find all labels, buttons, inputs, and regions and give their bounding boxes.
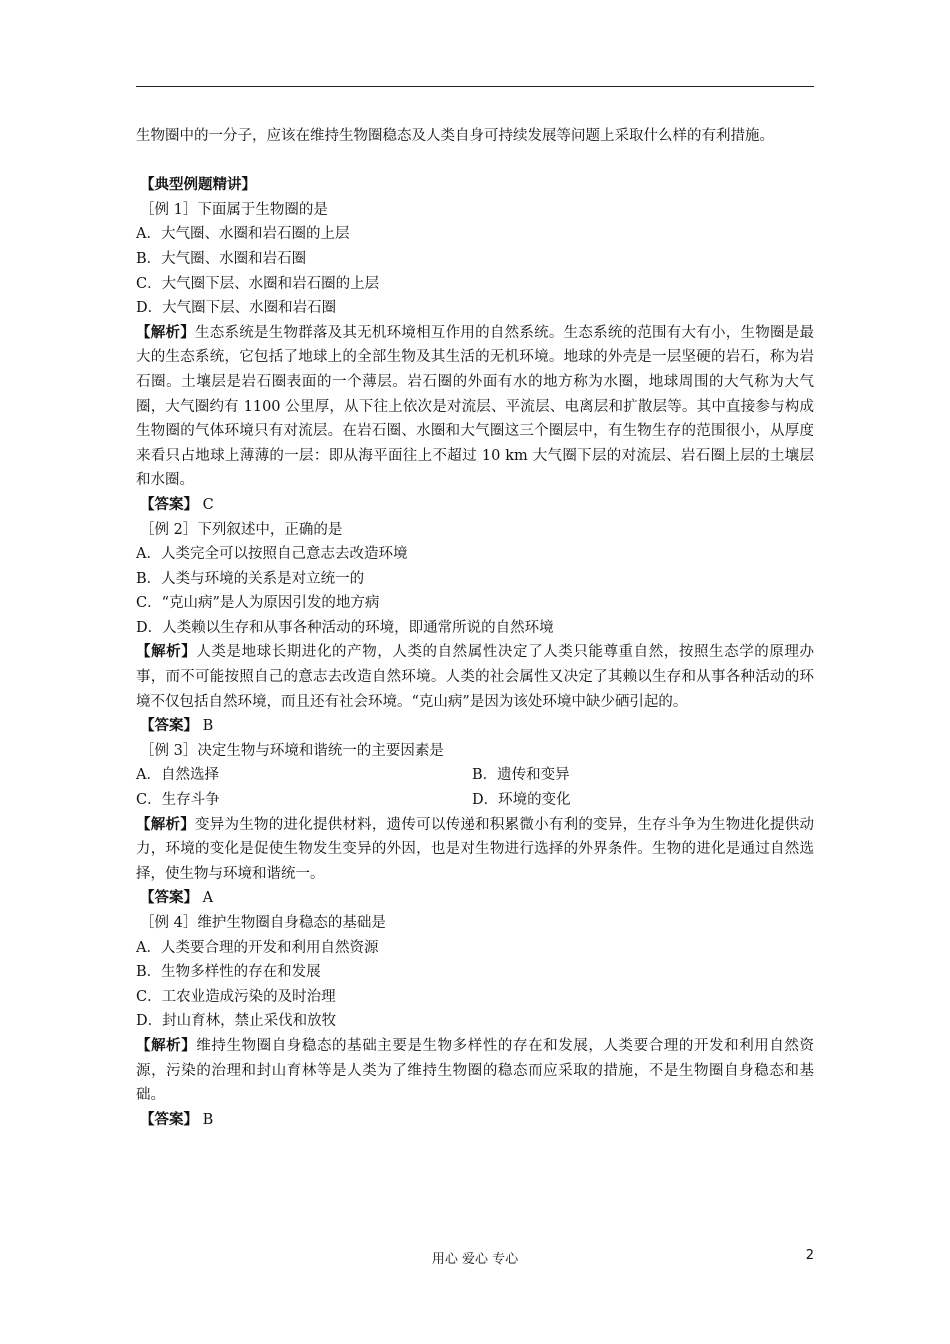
option-c: C．工农业造成污染的及时治理 bbox=[136, 988, 336, 1005]
answer-value: C bbox=[202, 496, 214, 513]
answer bbox=[136, 714, 814, 739]
example-2 bbox=[136, 518, 814, 739]
example-question: ［例 4］维护生物圈自身稳态的基础是 bbox=[140, 915, 386, 931]
option-d: D．封山育林，禁止采伐和放牧 bbox=[136, 1013, 337, 1030]
analysis bbox=[136, 321, 814, 493]
page-footer bbox=[0, 1248, 950, 1268]
answer-label: 【答案】 bbox=[140, 889, 198, 907]
option-a: A．人类要合理的开发和利用自然资源 bbox=[136, 939, 379, 956]
option-a: A．人类完全可以按照自己意志去改造环境 bbox=[136, 546, 408, 563]
header-rule bbox=[136, 86, 814, 87]
example-question: ［例 2］下列叙述中，正确的是 bbox=[140, 521, 343, 538]
answer bbox=[136, 1108, 814, 1133]
option-c: C．大气圈下层、水圈和岩石圈的上层 bbox=[136, 275, 380, 292]
analysis bbox=[136, 640, 814, 714]
analysis-text: 人类是地球长期进化的产物，人类的自然属性决定了人类只能尊重自然，按照生态学的原理办事，而不可能按照自己的意志去改造自然环境。人类的社会属性又决定了其赖以生存和从事各种活动的环境不仅包括自然环境，而且还有社会环境。“克山病”是因为该处环境中缺少硒引起的。 bbox=[136, 644, 815, 710]
answer-label: 【答案】 bbox=[140, 1110, 198, 1128]
answer bbox=[136, 886, 814, 911]
example-3 bbox=[136, 739, 814, 911]
analysis-label: 【解析】 bbox=[136, 815, 195, 833]
analysis-label: 【解析】 bbox=[136, 643, 197, 661]
analysis-text: 变异为生物的进化提供材料，遗传可以传递和积累微小有利的变异，生存斗争为生物进化提供动力，环境的变化是促使生物发生变异的外因，也是对生物进行选择的外界条件。生物的进化是通过自然选择，使生物与环境和谐统一。 bbox=[136, 816, 815, 882]
analysis bbox=[136, 1034, 814, 1108]
footer-motto: 用心 爱心 专心 bbox=[431, 1252, 519, 1267]
option-row bbox=[136, 788, 814, 813]
example-question: ［例 3］决定生物与环境和谐统一的主要因素是 bbox=[140, 742, 444, 759]
option-b: B．大气圈、水圈和岩石圈 bbox=[136, 250, 307, 267]
answer bbox=[136, 493, 814, 518]
option-row bbox=[136, 763, 814, 788]
section-title: 【典型例题精讲】 bbox=[140, 176, 256, 194]
analysis-text: 维持生物圈自身稳态的基础主要是生物多样性的存在和发展，人类要合理的开发和利用自然资源，污染的治理和封山育林等是人类为了维持生物圈的稳态而应采取的措施，不是生物圈自身稳态和基础。 bbox=[136, 1037, 815, 1104]
option-b: B．人类与环境的关系是对立统一的 bbox=[136, 570, 365, 587]
analysis-label: 【解析】 bbox=[136, 323, 195, 341]
option-b: B．遗传和变异 bbox=[472, 767, 570, 784]
option-d: D．人类赖以生存和从事各种活动的环境，即通常所说的自然环境 bbox=[136, 619, 554, 636]
answer-value: A bbox=[202, 890, 214, 907]
option-d: D．环境的变化 bbox=[472, 792, 571, 809]
intro-paragraph: 生物圈中的一分子，应该在维持生物圈稳态及人类自身可持续发展等问题上采取什么样的有利措施。 bbox=[136, 128, 774, 144]
analysis bbox=[136, 813, 814, 887]
option-c: C．“克山病”是人为原因引发的地方病 bbox=[136, 595, 380, 612]
analysis-label: 【解析】 bbox=[136, 1036, 197, 1054]
document-body bbox=[136, 124, 814, 1132]
example-1 bbox=[136, 198, 814, 518]
answer-label: 【答案】 bbox=[140, 495, 198, 513]
option-a: A．大气圈、水圈和岩石圈的上层 bbox=[136, 226, 350, 243]
example-question: ［例 1］下面属于生物圈的是 bbox=[140, 201, 328, 218]
option-b: B．生物多样性的存在和发展 bbox=[136, 964, 321, 981]
analysis-text: 生态系统是生物群落及其无机环境相互作用的自然系统。生态系统的范围有大有小，生物圈是最大的生态系统，它包括了地球上的全部生物及其生活的无机环境。地球的外壳是一层坚硬的岩石，称为岩石圈。土壤层是岩石圈表面的一个薄层。岩石圈的外面有水的地方称为水圈，地球周围的大气称为大气圈，大气圈约有 1100 公里厚，从下往上依次是对流层、平流层、电离层和扩散层等。其中直接参与构成生物圈的气体环境只有对流层。在岩石圈、水圈和大气圈这三个圈层中，有生物生存的范围很小，从厚度来看只占地球上薄薄的一层：即从海平面往上不超过 10 km 大气圈下层的对流层、岩石圈上层的土壤层和水圈。 bbox=[136, 324, 815, 489]
option-c: C．生存斗争 bbox=[136, 792, 220, 809]
answer-label: 【答案】 bbox=[140, 717, 198, 735]
option-a: A．自然选择 bbox=[136, 767, 219, 784]
answer-value: B bbox=[202, 1111, 214, 1128]
answer-value: B bbox=[202, 718, 214, 735]
example-4 bbox=[136, 911, 814, 1132]
option-d: D．大气圈下层、水圈和岩石圈 bbox=[136, 300, 337, 317]
page-number: 2 bbox=[805, 1248, 814, 1263]
